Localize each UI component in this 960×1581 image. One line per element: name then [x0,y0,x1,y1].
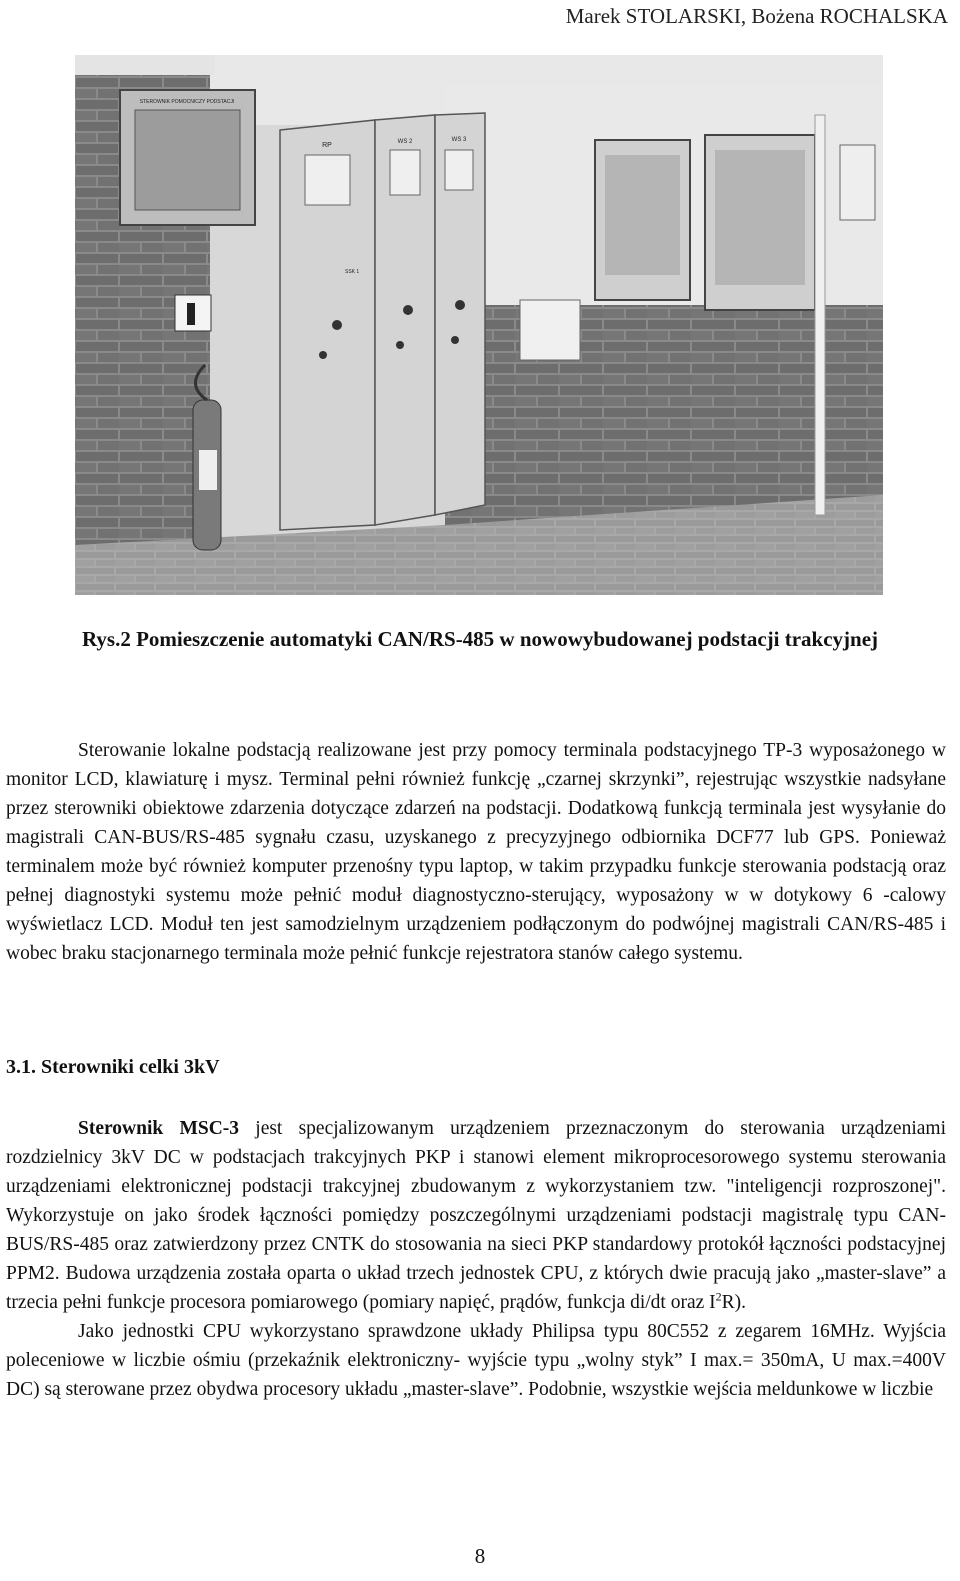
photo-ws2-label: WS 2 [397,139,413,145]
paragraph-2-text: jest specjalizowanym urządzeniem przeznaczonym do sterowania urządzeniami rozdzielnicy 3kV DC w podstacjach trakcyjnych PKP i stanowi element mikroprocesorowego systemu sterowania urządzeniami elektronicznej podstacji trakcyjnej zbudowanym z wykorzystaniem tzw. "inteligencji rozproszonej". Wykorzystuje on jako środek łączności pomiędzy poszczególnymi urządzeniami podstacji magistralę typu CAN-BUS/RS-485 oraz zatwierdzony przez CNTK do stosowania na sieci PKP standardowy protokół łączności podstacyjnej PPM2. Budowa urządzenia została oparta o układ trzech jednostek CPU, z których dwie pracują jako „master-slave” a trzecia pełni funkcje procesora pomiarowego (pomiary napięć, prądów, funkcja di/dt oraz I [6,1118,946,1313]
paragraph-3: Jako jednostki CPU wykorzystano sprawdzone układy Philipsa typu 80C552 z zegarem 16MHz. Wyjścia poleceniowe w liczbie ośmiu (przekaźnik elektroniczny- wyjście typu „wolny styk” I max.= 350mA, U max.=400V DC) są sterowane przez obydwa procesory układu „master-slave”. Podobnie, wszystkie wejścia meldunkowe w liczbie [6,1321,946,1400]
paragraph-2 [6,1114,946,1317]
paragraph-1: Sterowanie lokalne podstacją realizowane jest przy pomocy terminala podstacyjnego TP-3 wyposażonego w monitor LCD, klawiaturę i mysz. Terminal pełni również funkcję „czarnej skrzynki”, rejestrując wszystkie nadsyłane przez sterowniki obiektowe zdarzenia dotyczące zdarzeń na podstacji. Dodatkową funkcją terminala jest wysyłanie do magistrali CAN-BUS/RS-485 sygnału czasu, uzyskanego z precyzyjnego odbiornika DCF77 lub GPS. Ponieważ terminalem może być również komputer przenośny typu laptop, w takim przypadku funkcje sterowania podstacją oraz pełnej diagnostyki systemu może pełnić moduł diagnostyczno-sterujący, wyposażony w w dotykowy 6 -calowy wyświetlacz LCD. Moduł ten jest samodzielnym urządzeniem podłączonym do podwójnej magistrali CAN/RS-485 i wobec braku stacjonarnego terminala może pełnić funkcje rejestratora stanów całego systemu. [6,740,946,964]
paragraph-2-end: R). [721,1292,747,1313]
photo-ssk-label: SSK 1 [345,269,360,275]
paragraph-terminal [6,736,946,968]
page-number: 8 [474,1544,486,1568]
section-body [6,1114,946,1404]
photo-rp-label: RP [322,142,332,149]
figure-caption [0,624,960,654]
substation-room-photo [75,55,883,595]
paragraph-2-superscript: 2 [715,1289,722,1304]
paragraph-2-lead: Sterownik MSC-3 [78,1118,240,1139]
running-header: Marek STOLARSKI, Bożena ROCHALSKA [565,4,948,28]
section-heading: 3.1. Sterowniki celki 3kV [6,1056,220,1078]
photo-cabinet-sign: STEROWNIK POMOCNICZY PODSTACJI [139,99,235,105]
caption-label: Rys.2 [81,627,131,651]
caption-text: Pomieszczenie automatyki CAN/RS-485 w nowowybudowanej podstacji trakcyjnej [130,627,879,651]
photo-ws3-label: WS 3 [451,137,467,143]
